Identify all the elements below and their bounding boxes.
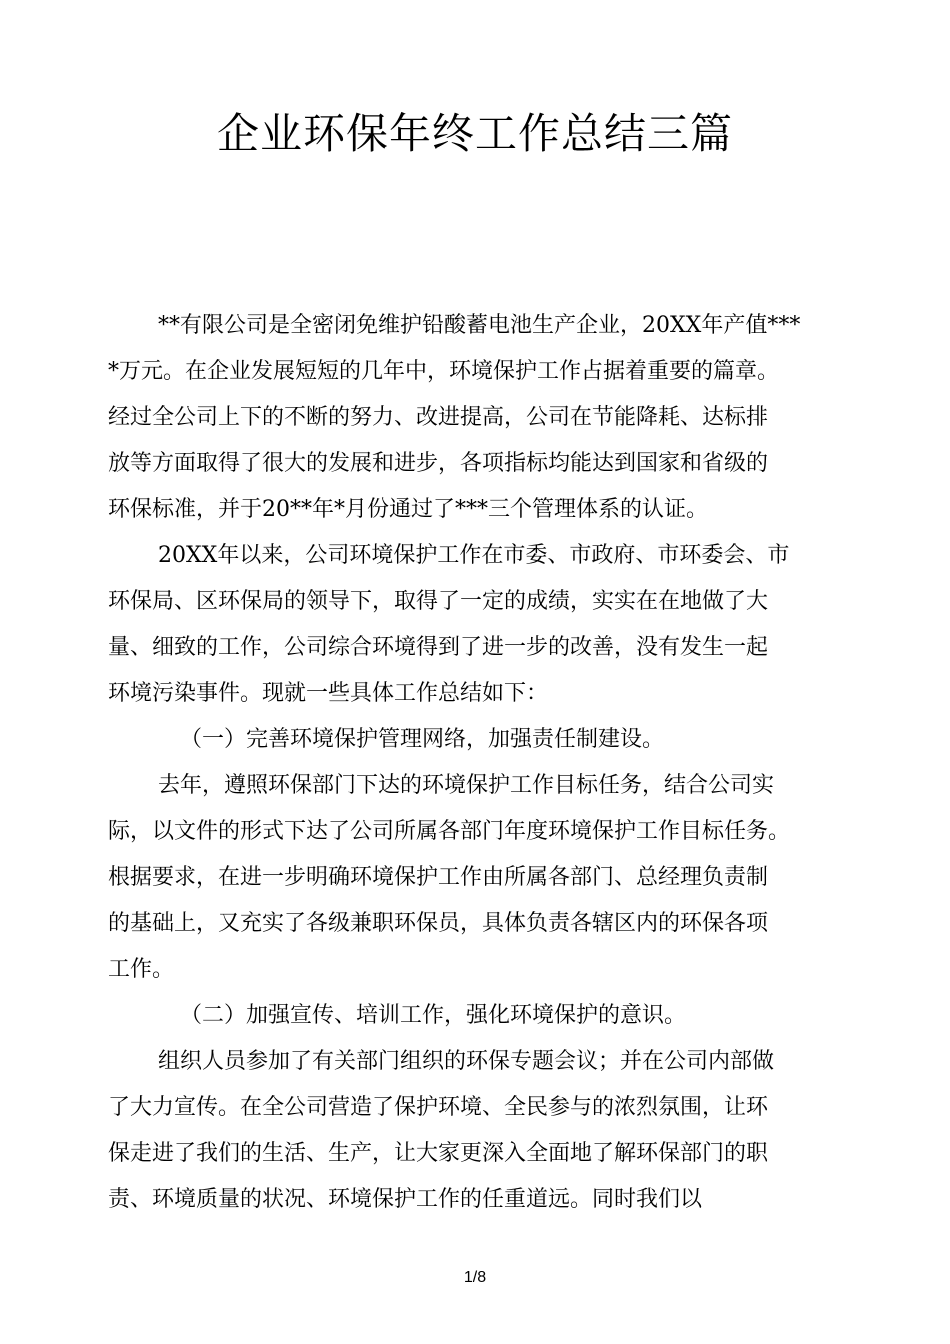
document-title: 企业环保年终工作总结三篇 [216,109,733,158]
body-line: 际，以文件的形式下达了公司所属各部门年度环境保护工作目标任务。 [108,819,791,844]
body-line: 环保标准，并于20**年*月份通过了***三个管理体系的认证。 [108,497,708,522]
section-heading: （二）加强宣传、培训工作，强化环境保护的意识。 [180,1003,687,1028]
body-line: 20XX年以来，公司环境保护工作在市委、市政府、市环委会、市 [158,543,790,568]
body-line: 了大力宣传。在全公司营造了保护环境、全民参与的浓烈氛围，让环 [108,1095,769,1120]
body-line: 环境污染事件。现就一些具体工作总结如下： [108,681,549,706]
body-line: 量、细致的工作，公司综合环境得到了进一步的改善，没有发生一起 [108,635,769,660]
body-line: *万元。在企业发展短短的几年中，环境保护工作占据着重要的篇章。 [108,359,780,384]
body-line: 保走进了我们的生活、生产，让大家更深入全面地了解环保部门的职 [108,1141,769,1166]
body-line: 责、环境质量的状况、环境保护工作的任重道远。同时我们以 [108,1187,703,1212]
body-line: 放等方面取得了很大的发展和进步，各项指标均能达到国家和省级的 [108,451,769,476]
body-line: 工作。 [108,957,175,982]
body-line: 去年，遵照环保部门下达的环境保护工作目标任务，结合公司实 [158,773,775,798]
body-line: 经过全公司上下的不断的努力、改进提高，公司在节能降耗、达标排 [108,405,769,430]
body-line: 环保局、区环保局的领导下，取得了一定的成绩，实实在在地做了大 [108,589,769,614]
page-number: 1/8 [463,1269,487,1286]
body-line: **有限公司是全密闭免维护铅酸蓄电池生产企业，20XX年产值*** [158,313,801,338]
body-line: 的基础上，又充实了各级兼职环保员，具体负责各辖区内的环保各项 [108,911,769,936]
body-line: 根据要求，在进一步明确环境保护工作由所属各部门、总经理负责制 [108,865,769,890]
body-line: 组织人员参加了有关部门组织的环保专题会议；并在公司内部做 [158,1049,775,1074]
section-heading: （一）完善环境保护管理网络，加强责任制建设。 [180,727,665,752]
